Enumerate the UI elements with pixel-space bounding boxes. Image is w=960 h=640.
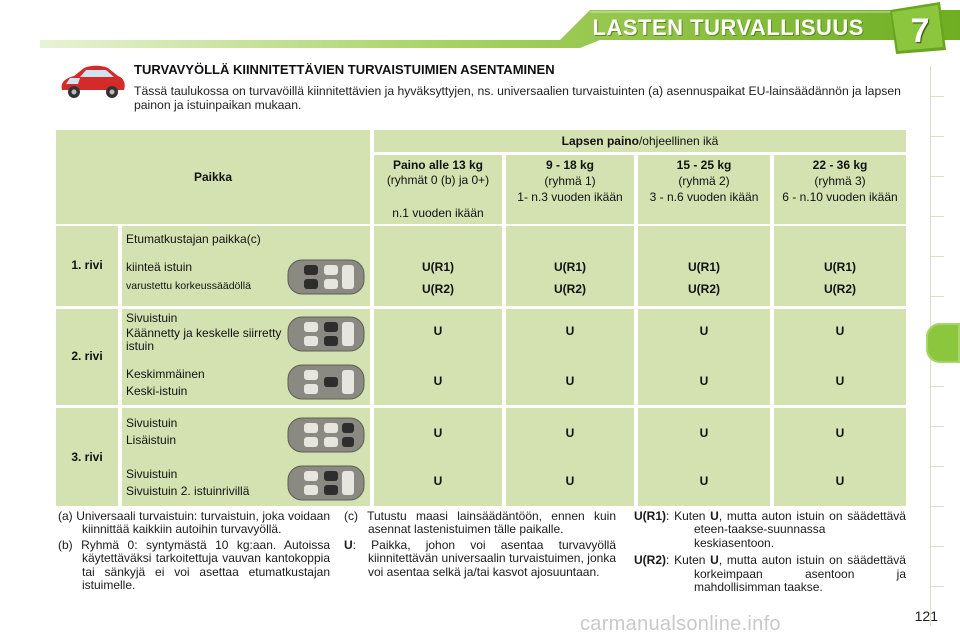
seat-label: kiinteä istuin	[126, 260, 193, 274]
group-header-1	[506, 155, 634, 224]
footnote-u	[344, 539, 616, 579]
footnote-b: (b) Ryhmä 0: syntymästä 10 kg:aan. Autoissa käytettäväksi tarkoitettuja vauvan kantokoppia tai sänkyjä ei voi asettaa etumatkustajan istuimelle.	[58, 537, 330, 593]
edge-tick	[930, 386, 944, 387]
seat-label: Sivuistuin	[126, 311, 178, 325]
footnote-column-1	[58, 510, 330, 592]
group-age: n.1 vuoden ikään	[392, 206, 484, 220]
footnote-a: (a) Universaali turvaistuin: turvaistuin, joka voidaan kiinnittää kaikkiin autoihin turvavyöllä.	[58, 509, 330, 537]
weight-header-rest: /ohjeellinen ikä	[638, 134, 719, 148]
footnote-c: (c) Tutustu maasi lainsäädäntöön, ennen kuin asennat lastenistuimen tälle paikalle.	[344, 509, 616, 537]
group-header-3	[774, 155, 906, 224]
seat-label: Keski-istuin	[126, 384, 188, 398]
chapter-number: 7	[910, 12, 930, 50]
page-number: 121	[914, 608, 938, 624]
group-name: (ryhmät 0 (b) ja 0+)	[386, 173, 490, 187]
group-header-2	[638, 155, 770, 224]
group-weight: 22 - 36 kg	[812, 158, 868, 172]
seat-value: U(R2)	[688, 282, 720, 296]
seat-label: Etumatkustajan paikka(c)	[126, 232, 261, 246]
footnote-ur1-text-post: , mutta auton istuin on säädettävä eteen-taakse-suunnassa keskiasentoon.	[694, 509, 906, 550]
footnote-ur1	[634, 510, 906, 550]
car-seat-diagram-icon	[286, 464, 366, 502]
edge-tick	[930, 96, 944, 97]
active-chapter-tab	[926, 323, 960, 363]
seat-value: U(R2)	[422, 282, 454, 296]
seat-label: varustettu korkeussäädöllä	[126, 280, 251, 292]
seat-value: U	[565, 426, 575, 440]
weight-header-bold: Lapsen paino	[561, 134, 639, 148]
seat-value: U	[835, 374, 845, 388]
seat-value: U(R1)	[688, 260, 720, 274]
row-label-cell	[56, 309, 118, 405]
car-seat-diagram-icon	[286, 363, 366, 401]
footnote-ur1-label: U(R1)	[634, 509, 666, 523]
seat-value: U	[835, 426, 845, 440]
row-label: 3. rivi	[71, 450, 103, 464]
row-label: 1. rivi	[71, 258, 103, 272]
group-age: 1- n.3 vuoden ikään	[517, 190, 623, 204]
row-label: 2. rivi	[71, 349, 103, 363]
group-header-0	[374, 155, 502, 224]
footnote-ur2	[634, 554, 906, 594]
section-title: TURVAVYÖLLÄ KIINNITETTÄVIEN TURVAISTUIMIEN ASENTAMINEN	[134, 62, 555, 77]
footnote-ur2-text: : Kuten	[666, 553, 711, 568]
car-icon	[56, 62, 128, 102]
edge-tick	[930, 466, 944, 467]
intro-paragraph: Tässä taulukossa on turvavöillä kiinnitettävien ja hyväksyttyjen, ns. universaalien turvaistuinten (a) asennuspaikat EU-lainsäädännön ja lapsen painon ja istuinpaikan mukaan.	[134, 84, 901, 112]
car-seat-diagram-icon	[286, 315, 366, 353]
value-cell	[774, 408, 906, 506]
edge-tick	[930, 506, 944, 507]
edge-tick	[930, 426, 944, 427]
seat-label: Keskimmäinen	[126, 367, 205, 381]
footnote-ur2-text-post: , mutta auton istuin on säädettävä korkeimpaan asentoon ja mahdollisimman taakse.	[694, 553, 906, 595]
footnote-ur1-text: : Kuten	[666, 509, 711, 523]
seat-value: U	[433, 474, 443, 488]
seat-cell	[122, 408, 370, 506]
edge-tick	[930, 176, 944, 177]
seat-label: Sivuistuin 2. istuinrivillä	[126, 484, 250, 498]
chapter-header	[0, 0, 960, 56]
group-weight: Paino alle 13 kg	[392, 158, 484, 172]
seat-value: U	[433, 426, 443, 440]
group-name: (ryhmä 1)	[544, 174, 596, 188]
row-label-cell	[56, 408, 118, 506]
seat-label: Lisäistuin	[126, 433, 177, 447]
group-name: (ryhmä 3)	[814, 174, 866, 188]
edge-tick	[930, 296, 944, 297]
edge-tick	[930, 136, 944, 137]
seat-value: U	[565, 474, 575, 488]
chapter-title: LASTEN TURVALLISUUS	[592, 15, 864, 40]
group-age: 3 - n.6 vuoden ikään	[649, 190, 759, 204]
seat-value: U(R2)	[824, 282, 856, 296]
seat-value: U	[433, 374, 443, 388]
group-weight: 15 - 25 kg	[676, 158, 732, 172]
group-name: (ryhmä 2)	[678, 174, 730, 188]
car-seat-diagram-icon	[286, 416, 366, 454]
chapter-edge-tabs	[930, 66, 960, 626]
footnote-ur2-label: U(R2)	[634, 553, 666, 568]
car-seat-diagram-icon	[286, 258, 366, 296]
seat-label: Sivuistuin	[126, 416, 178, 430]
seat-value: U(R1)	[422, 260, 454, 274]
footnote-column-2	[344, 510, 616, 579]
footnote-column-3	[634, 510, 906, 594]
seat-cell	[122, 309, 370, 405]
edge-tick	[930, 256, 944, 257]
weight-header-cell	[374, 130, 906, 152]
seat-value: U	[433, 324, 443, 338]
seat-value: U	[699, 474, 709, 488]
value-cell	[374, 408, 502, 506]
seat-value: U(R1)	[824, 260, 856, 274]
seat-value: U	[699, 374, 709, 388]
seat-cell	[122, 226, 370, 306]
seat-value: U	[835, 474, 845, 488]
edge-tick	[930, 216, 944, 217]
footnote-ur2-u: U	[710, 553, 719, 568]
seat-label: Sivuistuin	[126, 467, 178, 481]
group-weight: 9 - 18 kg	[545, 158, 595, 172]
seat-value: U(R1)	[554, 260, 586, 274]
watermark: carmanualsonline.info	[580, 613, 781, 635]
footnote-ur1-u: U	[710, 509, 719, 523]
seat-value: U	[699, 426, 709, 440]
seat-value: U	[565, 374, 575, 388]
place-header-cell	[56, 130, 370, 224]
value-cell	[638, 408, 770, 506]
footnote-u-label: U	[344, 537, 353, 552]
edge-tick	[930, 586, 944, 587]
row-label-cell	[56, 226, 118, 306]
footnote-u-text: : Paikka, johon voi asentaa turvavyöllä kiinnitettävän universaalin turvaistuimen, jonka voi asentaa selkä ja/tai kasvot ajosuuntaan.	[352, 537, 616, 579]
seat-value: U(R2)	[554, 282, 586, 296]
value-cell	[506, 408, 634, 506]
seat-value: U	[835, 324, 845, 338]
place-header: Paikka	[193, 170, 233, 184]
seat-label: Käännetty ja keskelle siirretty istuin	[126, 326, 282, 353]
group-age: 6 - n.10 vuoden ikään	[782, 190, 898, 204]
seat-value: U	[565, 324, 575, 338]
weight-header	[374, 134, 906, 148]
seat-value: U	[699, 324, 709, 338]
edge-tick	[930, 546, 944, 547]
